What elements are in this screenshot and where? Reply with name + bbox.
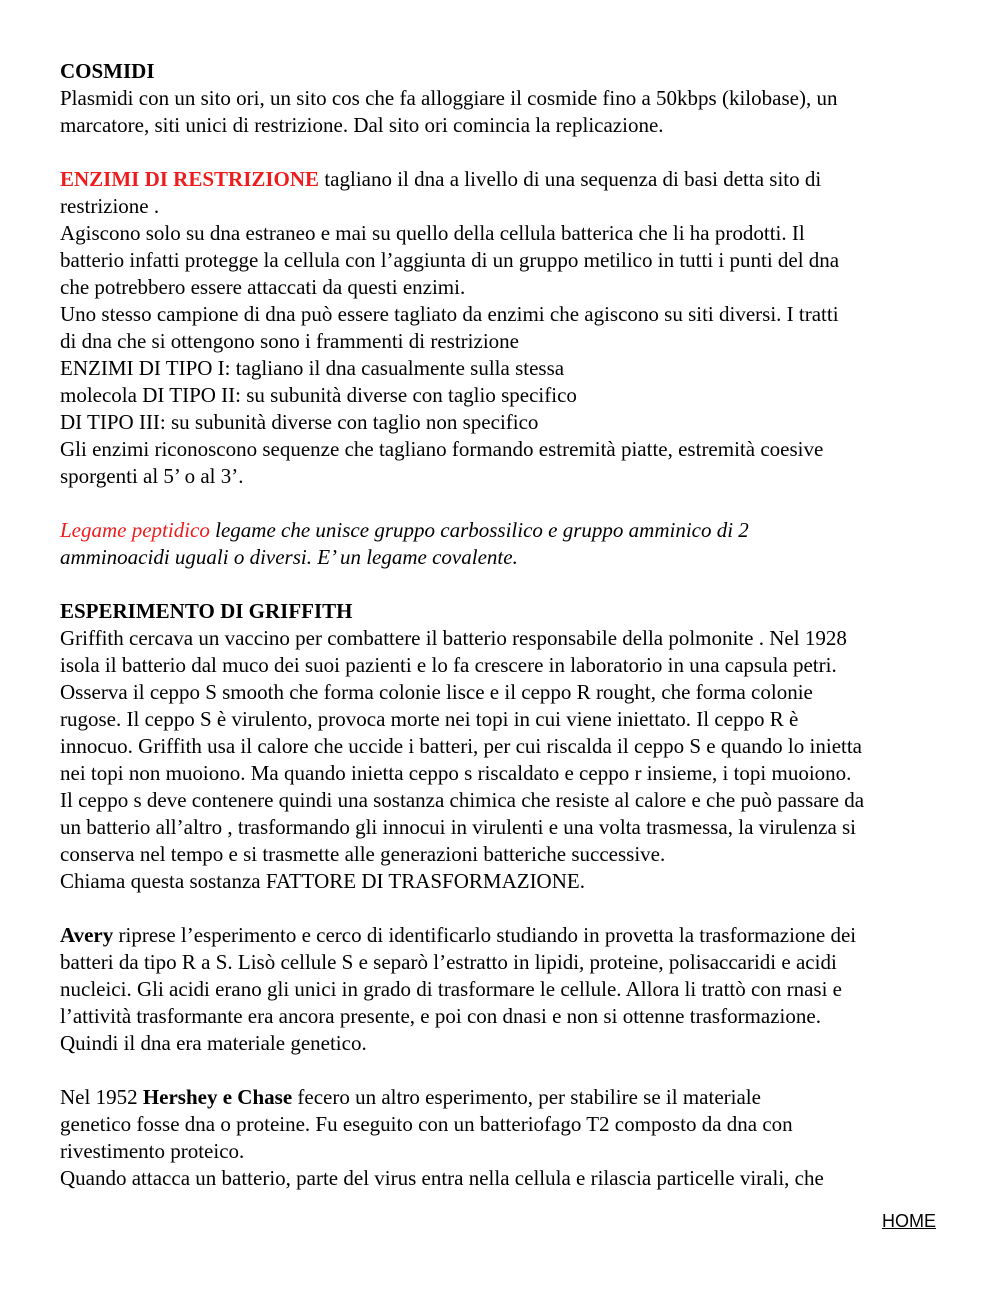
text-span: riprese l’esperimento e cerco di identificarlo studiando in provetta la trasformazione dei [113,923,857,947]
section-legame [60,517,980,571]
text-line: un batterio all’altro , trasformando gli innocui in virulenti e una volta trasmessa, la virulenza si [60,815,857,839]
text-line: rugose. Il ceppo S è virulento, provoca morte nei topi in cui viene iniettato. Il ceppo R è [60,707,799,731]
text-line: Osserva il ceppo S smooth che forma colonie lisce e il ceppo R rought, che forma colonie [60,680,813,704]
text-line: rivestimento proteico. [60,1139,245,1163]
text-line: Quindi il dna era materiale genetico. [60,1031,367,1055]
text-line: Griffith cercava un vaccino per combattere il batterio responsabile della polmonite . Nel 1928 [60,626,847,650]
section-enzimi [60,166,980,490]
section-title: Legame peptidico [60,518,210,542]
text-line: Uno stesso campione di dna può essere tagliato da enzimi che agiscono su siti diversi. I tratti [60,302,839,326]
scientist-name: Avery [60,923,114,947]
section-hershey-chase [60,1084,980,1192]
text-line: Gli enzimi riconoscono sequenze che tagliano formando estremità piatte, estremità coesive [60,437,824,461]
section-title: ENZIMI DI RESTRIZIONE [60,167,320,191]
text-span: Nel 1952 [60,1085,143,1109]
text-line: l’attività trasformante era ancora presente, e poi con dnasi e non si ottenne trasformazione. [60,1004,821,1028]
text-line: isola il batterio dal muco dei suoi pazienti e lo fa crescere in laboratorio in una capsula petri. [60,653,837,677]
text-line: di dna che si ottengono sono i frammenti di restrizione [60,329,519,353]
document-body [60,58,980,1192]
section-title: ESPERIMENTO DI GRIFFITH [60,599,353,623]
text-span: tagliano il dna a livello di una sequenza di basi detta sito di [319,167,822,191]
text-line: marcatore, siti unici di restrizione. Dal sito ori comincia la replicazione. [60,113,664,137]
text-span: fecero un altro esperimento, per stabilire se il materiale [292,1085,761,1109]
section-title: COSMIDI [60,59,155,83]
scientist-name: Hershey e Chase [142,1085,293,1109]
text-line: che potrebbero essere attaccati da questi enzimi. [60,275,466,299]
section-avery [60,922,980,1057]
text-line: innocuo. Griffith usa il calore che uccide i batteri, per cui riscalda il ceppo S e quando lo inietta [60,734,862,758]
text-line: amminoacidi uguali o diversi. E’ un legame covalente. [60,545,518,569]
text-line: batteri da tipo R a S. Lisò cellule S e separò l’estratto in lipidi, proteine, polisaccaridi e acidi [60,950,837,974]
text-line: nei topi non muoiono. Ma quando inietta ceppo s riscaldato e ceppo r insieme, i topi muoiono. [60,761,852,785]
text-span: legame che unisce gruppo carbossilico e gruppo amminico di 2 [209,518,749,542]
text-line: conserva nel tempo e si trasmette alle generazioni batteriche successive. [60,842,666,866]
text-line: Agiscono solo su dna estraneo e mai su quello della cellula batterica che li ha prodotti. Il [60,221,805,245]
text-line: Il ceppo s deve contenere quindi una sostanza chimica che resiste al calore e che può passare da [60,788,865,812]
text-line: nucleici. Gli acidi erano gli unici in grado di trasformare le cellule. Allora li trattò con rnasi e [60,977,842,1001]
text-line: Quando attacca un batterio, parte del virus entra nella cellula e rilascia particelle virali, che [60,1166,824,1190]
text-line: Chiama questa sostanza FATTORE DI TRASFORMAZIONE. [60,869,585,893]
home-link[interactable]: HOME [882,1211,936,1231]
text-line: DI TIPO III: su subunità diverse con taglio non specifico [60,410,539,434]
text-line: batterio infatti protegge la cellula con l’aggiunta di un gruppo metilico in tutti i punti del dna [60,248,840,272]
section-cosmidi [60,58,980,139]
text-line: ENZIMI DI TIPO I: tagliano il dna casualmente sulla stessa [60,356,565,380]
section-griffith [60,598,980,895]
text-line: Plasmidi con un sito ori, un sito cos che fa alloggiare il cosmide fino a 50kbps (kilobase), un [60,86,838,110]
text-line: restrizione . [60,194,160,218]
text-line: sporgenti al 5’ o al 3’. [60,464,244,488]
text-line: molecola DI TIPO II: su subunità diverse con taglio specifico [60,383,577,407]
text-line: genetico fosse dna o proteine. Fu eseguito con un batteriofago T2 composto da dna con [60,1112,793,1136]
